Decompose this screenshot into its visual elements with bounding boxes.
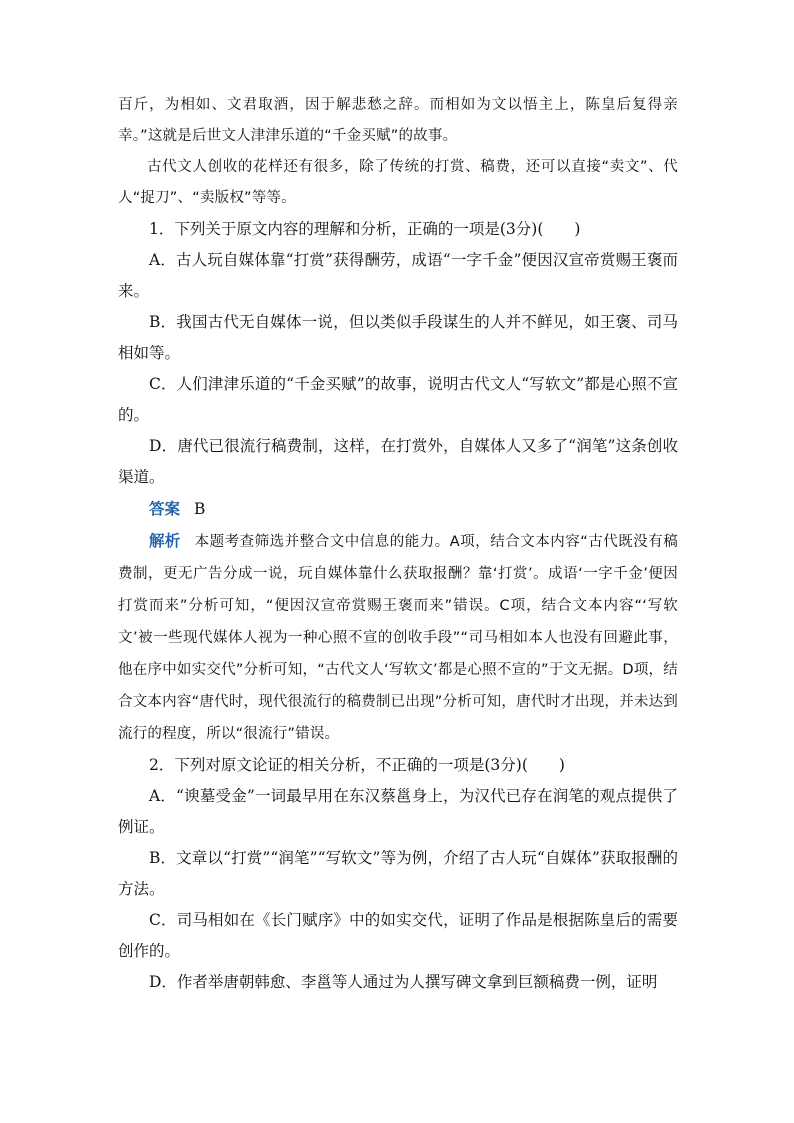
question-1-option-a: A．古人玩自媒体靠“打赏”获得酬劳，成语“一字千金”便因汉宣帝赏赐王褒而来。 [118, 251, 678, 300]
passage-paragraph: 古代文人创收的花样还有很多，除了传统的打赏、稿费，还可以直接“卖文”、代人“捉刀”、“卖版权”等等。 [118, 159, 678, 206]
question-1-answer [118, 493, 678, 525]
answer-value: B [194, 500, 206, 518]
question-1-option-d: D．唐代已很流行稿费制，这样，在打赏外，自媒体人又多了“润笔”这条创收渠道。 [118, 437, 678, 486]
question-2-stem: 2．下列对原文论证的相关分析，不正确的一项是(3分)( ) [149, 756, 565, 774]
question-2-option-b: B．文章以“打赏”“润笔”“写软文”等为例，介绍了古人玩“自媒体”获取报酬的方法。 [118, 849, 678, 898]
analysis-text: 本题考查筛选并整合文中信息的能力。A项，结合文本内容“古代既没有稿费制，更无广告分成一说，玩自媒体靠什么获取报酬？靠‘打赏’。成语‘一字千金’便因打赏而来”分析可知，“便因汉宣帝赏赐王褒而来”错误。C项，结合文本内容“‘写软文’被一些现代媒体人视为一种心照不宣的创收手段”“司马相如本人也没有回避此事，他在序中如实交代”分析可知，“古代文人‘写软文’都是心照不宣的”于文无据。D项，结合文本内容“唐代时，现代很流行的稿费制已出现”分析可知，唐代时才出现，并未达到流行的程度，所以“很流行”错误。 [118, 534, 678, 742]
answer-label: 答案 [149, 499, 181, 518]
analysis-label: 解析 [149, 531, 181, 550]
page-content [118, 90, 678, 998]
question-1-stem: 1．下列关于原文内容的理解和分析，正确的一项是(3分)( ) [149, 220, 581, 238]
question-2-option-a: A．“谀墓受金”一词最早用在东汉蔡邕身上，为汉代已存在润笔的观点提供了例证。 [118, 787, 678, 836]
question-1-analysis [118, 525, 678, 750]
question-2-option-c: C．司马相如在《长门赋序》中的如实交代，证明了作品是根据陈皇后的需要创作的。 [118, 911, 678, 960]
question-2-option-d: D．作者举唐朝韩愈、李邕等人通过为人撰写碑文拿到巨额稿费一例，证明 [149, 973, 658, 991]
question-1-option-b: B．我国古代无自媒体一说，但以类似手段谋生的人并不鲜见，如王褒、司马相如等。 [118, 313, 678, 362]
passage-paragraph: 百斤，为相如、文君取酒，因于解悲愁之辞。而相如为文以悟主上，陈皇后复得亲幸。”这就是后世文人津津乐道的“千金买赋”的故事。 [118, 97, 678, 144]
question-1-option-c: C．人们津津乐道的“千金买赋”的故事，说明古代文人“写软文”都是心照不宣的。 [118, 375, 678, 424]
